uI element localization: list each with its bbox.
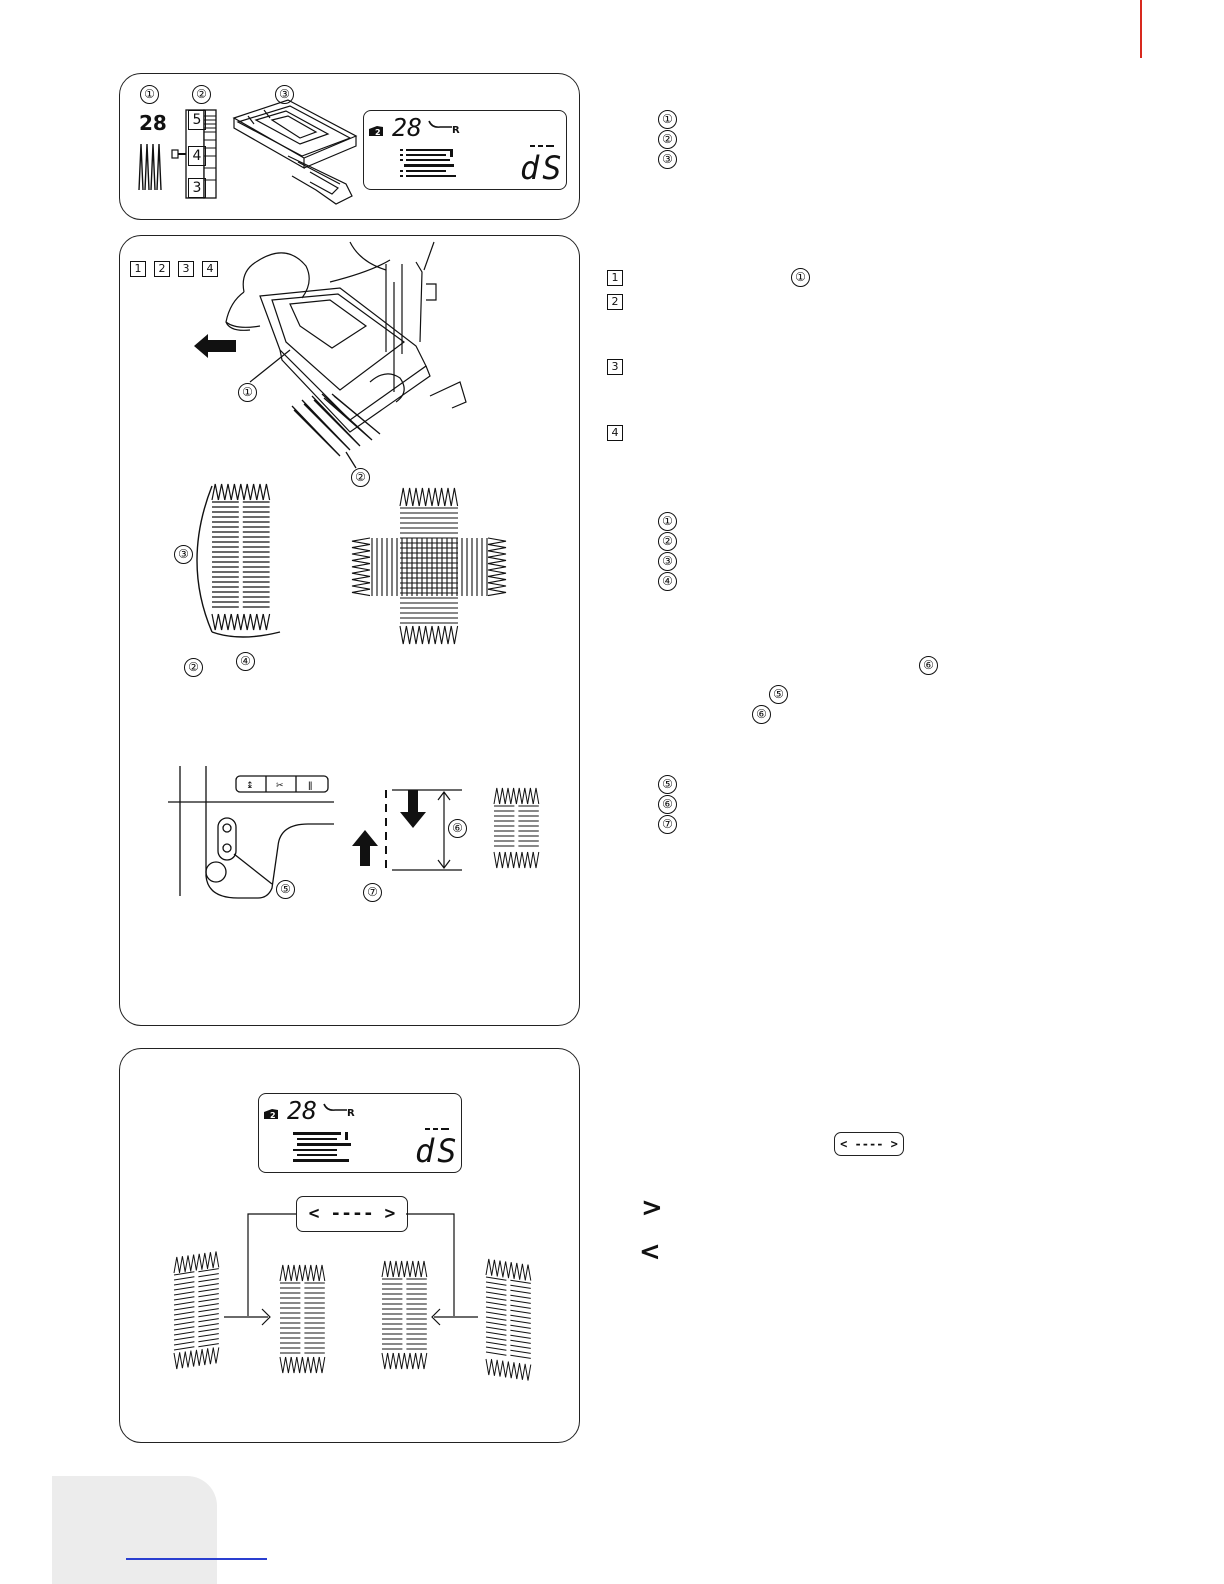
text-step-2: 2 <box>607 294 623 310</box>
text-ref-1: ① <box>658 110 677 129</box>
text-ref-b4: ④ <box>658 572 677 591</box>
text-step1-ref: ① <box>791 268 810 287</box>
footer-link-underline[interactable] <box>126 1558 267 1560</box>
svg-text:↨: ↨ <box>246 781 254 791</box>
text-ref-c5: ⑤ <box>658 775 677 794</box>
text-ref-6b: ⑥ <box>752 705 771 724</box>
buttonhole-length-diagram <box>352 784 472 894</box>
ref-3: ③ <box>275 85 294 104</box>
finished-buttonhole <box>492 786 542 870</box>
text-step-3: 3 <box>607 359 623 375</box>
text-ref-3: ③ <box>658 150 677 169</box>
text-ref-c7: ⑦ <box>658 815 677 834</box>
foot-indicator-icon <box>263 1108 279 1120</box>
gauge-number-3: 3 <box>188 178 206 198</box>
ref-3-side: ③ <box>174 545 193 564</box>
text-ref-2: ② <box>658 130 677 149</box>
buttonhole-corrected-right <box>380 1259 430 1371</box>
left-arrow-icon: < <box>639 1237 661 1267</box>
text-balance-button[interactable]: < ---- > <box>834 1132 904 1156</box>
buttonhole-skewed-left <box>172 1255 222 1371</box>
step-3-badge: 3 <box>178 261 194 277</box>
lcd-display-balance <box>258 1093 462 1173</box>
lcd-stitch-graphic <box>293 1132 355 1164</box>
lcd-mode-code: dS <box>520 149 565 187</box>
text-ref-c6: ⑥ <box>658 795 677 814</box>
text-ref-6: ⑥ <box>919 656 938 675</box>
gauge-number-5: 5 <box>188 110 206 130</box>
buttonhole-cross-diagram <box>352 486 512 646</box>
text-ref-b1: ① <box>658 512 677 531</box>
buttonhole-diagram <box>180 482 300 658</box>
presser-foot-symbol <box>323 1102 349 1114</box>
ref-1-foot: ① <box>238 383 257 402</box>
gauge-number-4: 4 <box>188 146 206 166</box>
machine-front-panel-illustration <box>168 766 338 906</box>
panel-foot-setup <box>119 73 580 220</box>
page-tab <box>52 1476 217 1584</box>
panel-balance-adjust <box>119 1048 580 1443</box>
ref-4-end: ④ <box>236 652 255 671</box>
lcd-stitch-graphic <box>400 149 460 181</box>
ref-2-stitches: ② <box>351 468 370 487</box>
step-1-badge: 1 <box>130 261 146 277</box>
lcd-foot-letter: R <box>347 1108 355 1119</box>
ref-7-mark: ⑦ <box>363 883 382 902</box>
text-ref-b3: ③ <box>658 552 677 571</box>
buttonhole-corrected-left <box>278 1263 328 1375</box>
buttonhole-start-stitches <box>290 394 380 464</box>
ref-5-button: ⑤ <box>276 880 295 899</box>
presser-foot-symbol <box>428 119 454 131</box>
panel-sewing-steps <box>119 235 580 1026</box>
lcd-foot-letter: R <box>452 125 460 136</box>
buttonhole-skewed-right <box>484 1257 534 1377</box>
balance-button[interactable]: < ---- > <box>296 1196 408 1232</box>
page-edge-line <box>1140 0 1142 58</box>
text-ref-b2: ② <box>658 532 677 551</box>
balance-connector-lines <box>224 1214 474 1318</box>
pattern-number-label: 28 <box>139 111 167 135</box>
text-ref-5: ⑤ <box>769 685 788 704</box>
right-arrow-icon: > <box>641 1193 663 1223</box>
stitch-pattern-icon <box>136 140 166 192</box>
ref-6-length: ⑥ <box>448 819 467 838</box>
step-2-badge: 2 <box>154 261 170 277</box>
svg-text:2: 2 <box>270 1111 276 1120</box>
svg-text:2: 2 <box>375 128 381 137</box>
lcd-pattern-number: 28 <box>392 113 423 142</box>
ref-2-bartack: ② <box>184 658 203 677</box>
text-step-1: 1 <box>607 270 623 286</box>
balance-arrows <box>224 1307 474 1327</box>
text-step-4: 4 <box>607 425 623 441</box>
step-4-badge: 4 <box>202 261 218 277</box>
svg-text:✂: ✂ <box>276 781 284 791</box>
lcd-pattern-number: 28 <box>287 1096 318 1125</box>
buttonhole-foot-illustration <box>228 96 358 208</box>
lcd-display <box>363 110 567 190</box>
lcd-mode-code: dS <box>415 1132 460 1170</box>
ref-1: ① <box>140 85 159 104</box>
ref-2: ② <box>192 85 211 104</box>
svg-text:ǁ: ǁ <box>308 781 313 791</box>
foot-indicator-icon <box>368 125 384 137</box>
